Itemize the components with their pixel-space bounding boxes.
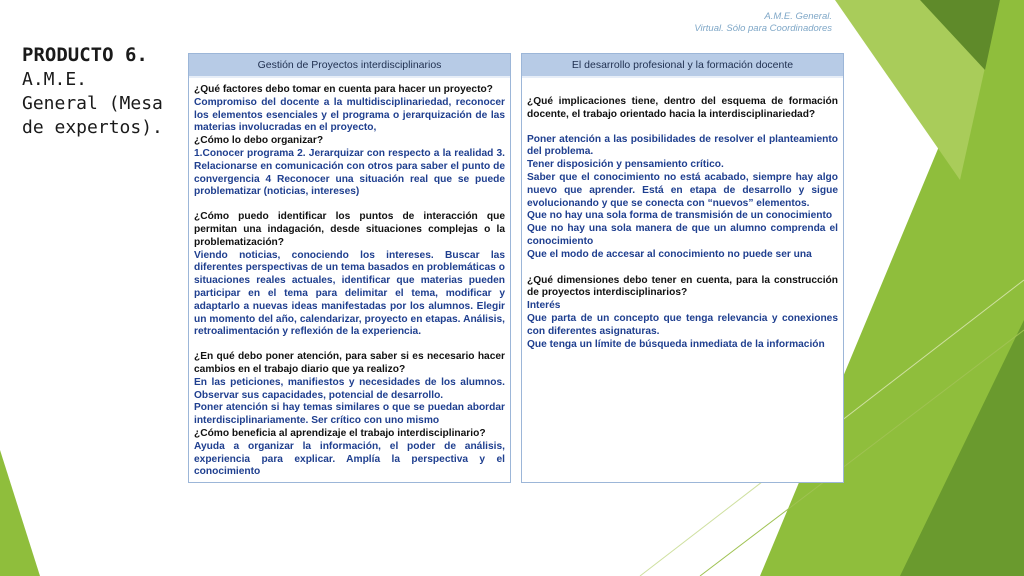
right-column-body bbox=[522, 78, 843, 351]
header-note bbox=[640, 11, 832, 35]
left-column-body bbox=[189, 78, 510, 479]
header-note-line: Virtual. Sólo para Coordinadores bbox=[694, 23, 832, 34]
answer-text: Tener disposición y pensamiento crítico. bbox=[527, 159, 724, 171]
question-text: ¿Cómo lo debo organizar? bbox=[194, 135, 324, 147]
spacer bbox=[527, 262, 838, 275]
answer-text: Que tenga un límite de búsqueda inmediata de la información bbox=[527, 338, 825, 350]
spacer bbox=[194, 339, 505, 351]
answer-text: Interés bbox=[527, 300, 561, 312]
question-text: ¿Qué implicaciones tiene, dentro del esquema de formación docente, el trabajo orientado hacia la interdisciplinariedad? bbox=[527, 96, 838, 120]
title-line: A.M.E. bbox=[22, 69, 88, 90]
left-column-panel bbox=[188, 53, 511, 483]
answer-text: Poner atención a las posibilidades de resolver el planteamiento del problema. bbox=[527, 133, 838, 158]
question-text: ¿Qué factores debo tomar en cuenta para hacer un proyecto? bbox=[194, 84, 493, 95]
spacer bbox=[527, 122, 838, 134]
answer-text: Saber que el conocimiento no está acabado, siempre hay algo nuevo que aprender. Está en etapa de desarrollo y sigue evolucionando y que se conecta con “nuevos” elementos. bbox=[527, 171, 838, 209]
spacer bbox=[194, 199, 505, 211]
slide-title bbox=[22, 43, 182, 140]
answer-text: Compromiso del docente a la multidisciplinariedad, reconocer los elementos esenciales y el programa o jerarquización de las materias involucradas en el proyecto, bbox=[194, 96, 505, 134]
answer-text: Ayuda a organizar la información, el poder de análisis, experiencia para explicar. Amplía la perspectiva y el conocimiento bbox=[194, 440, 505, 478]
answer-text: Que no hay una sola manera de que un alumno comprenda el conocimiento bbox=[527, 223, 838, 247]
question-text: ¿Cómo beneficia al aprendizaje el trabajo interdisciplinario? bbox=[194, 427, 486, 439]
right-column-header: El desarrollo profesional y la formación docente bbox=[522, 54, 843, 78]
title-line: General (Mesa bbox=[22, 93, 163, 114]
answer-text: En las peticiones, manifiestos y necesidades de los alumnos. Observar sus capacidades, potencial de desarrollo. bbox=[194, 376, 505, 401]
title-line: PRODUCTO 6. bbox=[22, 44, 148, 66]
answer-text: Poner atención si hay temas similares o que se puedan abordar interdisciplinariamente. Ser crítico con uno mismo bbox=[194, 402, 505, 427]
left-green-triangle bbox=[0, 450, 40, 576]
question-text: ¿Qué dimensiones debo tener en cuenta, para la construcción de proyectos interdisciplinarios? bbox=[527, 274, 838, 299]
answer-text: Viendo noticias, conociendo los intereses. Buscar las diferentes perspectivas de un tema basados en problemáticas o situaciones reales actuales, identificar que materias pueden participar en el tema para delimitar el tema, modificar y adaptarlo a nuevas ideas manifestadas por los alumnos. Elegir un momento del año, calendarizar, proyecto en etapas. Análisis, retroalimentación y reflexión de la experiencia. bbox=[194, 249, 505, 338]
answer-text: Que el modo de accesar al conocimiento no puede ser una bbox=[527, 248, 812, 260]
header-note-line: A.M.E. General. bbox=[764, 11, 832, 22]
question-text: ¿En qué debo poner atención, para saber si es necesario hacer cambios en el trabajo diario que ya realizo? bbox=[194, 351, 505, 375]
title-line: de expertos). bbox=[22, 117, 163, 138]
question-text: ¿Cómo puedo identificar los puntos de interacción que permitan una indagación, desde situaciones complejas o la problematización? bbox=[194, 211, 505, 248]
spacer bbox=[527, 84, 838, 96]
answer-text: Que parta de un concepto que tenga relevancia y conexiones con diferentes asignaturas. bbox=[527, 312, 838, 337]
answer-text: Que no hay una sola forma de transmisión de un conocimiento bbox=[527, 210, 833, 222]
right-column-panel bbox=[521, 53, 844, 483]
answer-text: 1.Conocer programa 2. Jerarquizar con respecto a la realidad 3. Relacionarse en comunicación con otros para saber el punto de convergencia 4 Reconocer una situación real que se puede problematizar (noticias, intereses) bbox=[194, 147, 505, 198]
left-column-header: Gestión de Proyectos interdisciplinarios bbox=[189, 54, 510, 78]
